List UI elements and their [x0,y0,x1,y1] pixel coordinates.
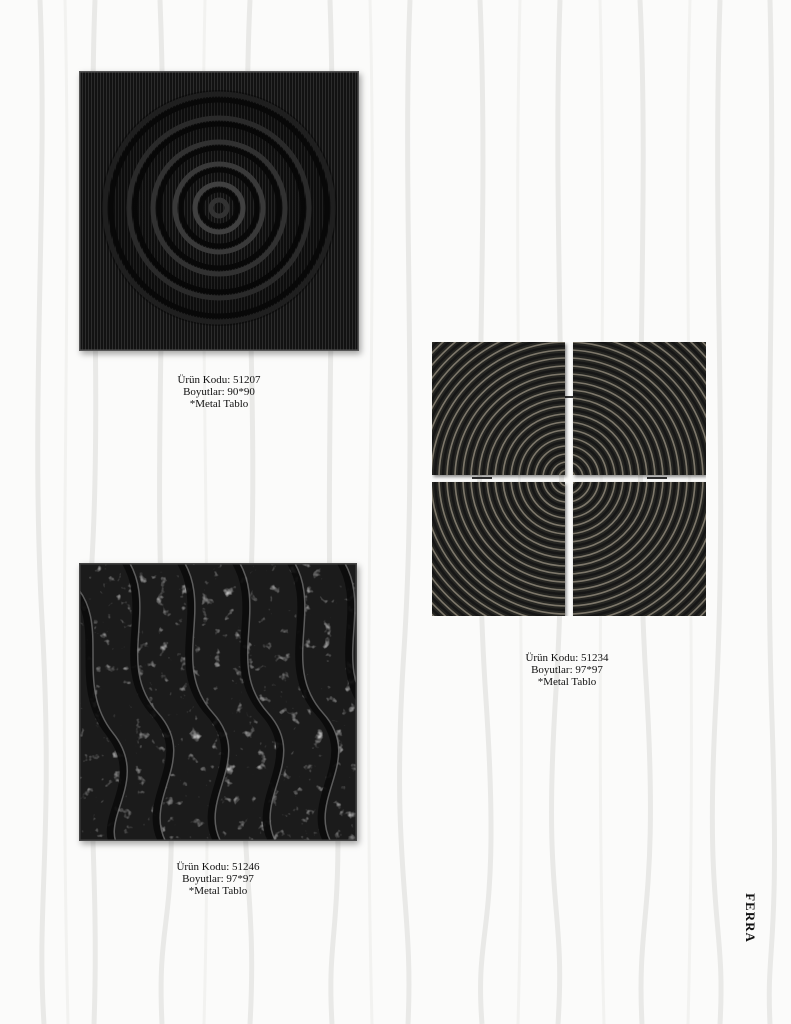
brand-name: FERRA [743,893,758,943]
product-type: *Metal Tablo [188,885,248,897]
product-image-four-panel [432,342,706,616]
product-caption-51234 [447,652,687,688]
product-dimensions: Boyutlar: 90*90 [183,386,255,398]
product-type: *Metal Tablo [537,676,597,688]
product-dimensions: Boyutlar: 97*97 [531,664,603,676]
product-caption-51246 [98,861,338,897]
product-caption-51207 [99,374,339,410]
product-image-wave [79,563,357,841]
product-image-ripple [79,71,359,351]
product-code: Ürün Kodu: 51246 [176,861,260,873]
product-dimensions: Boyutlar: 97*97 [182,873,254,885]
product-code: Ürün Kodu: 51234 [525,652,609,664]
product-type: *Metal Tablo [189,398,249,410]
product-code: Ürün Kodu: 51207 [177,374,261,386]
